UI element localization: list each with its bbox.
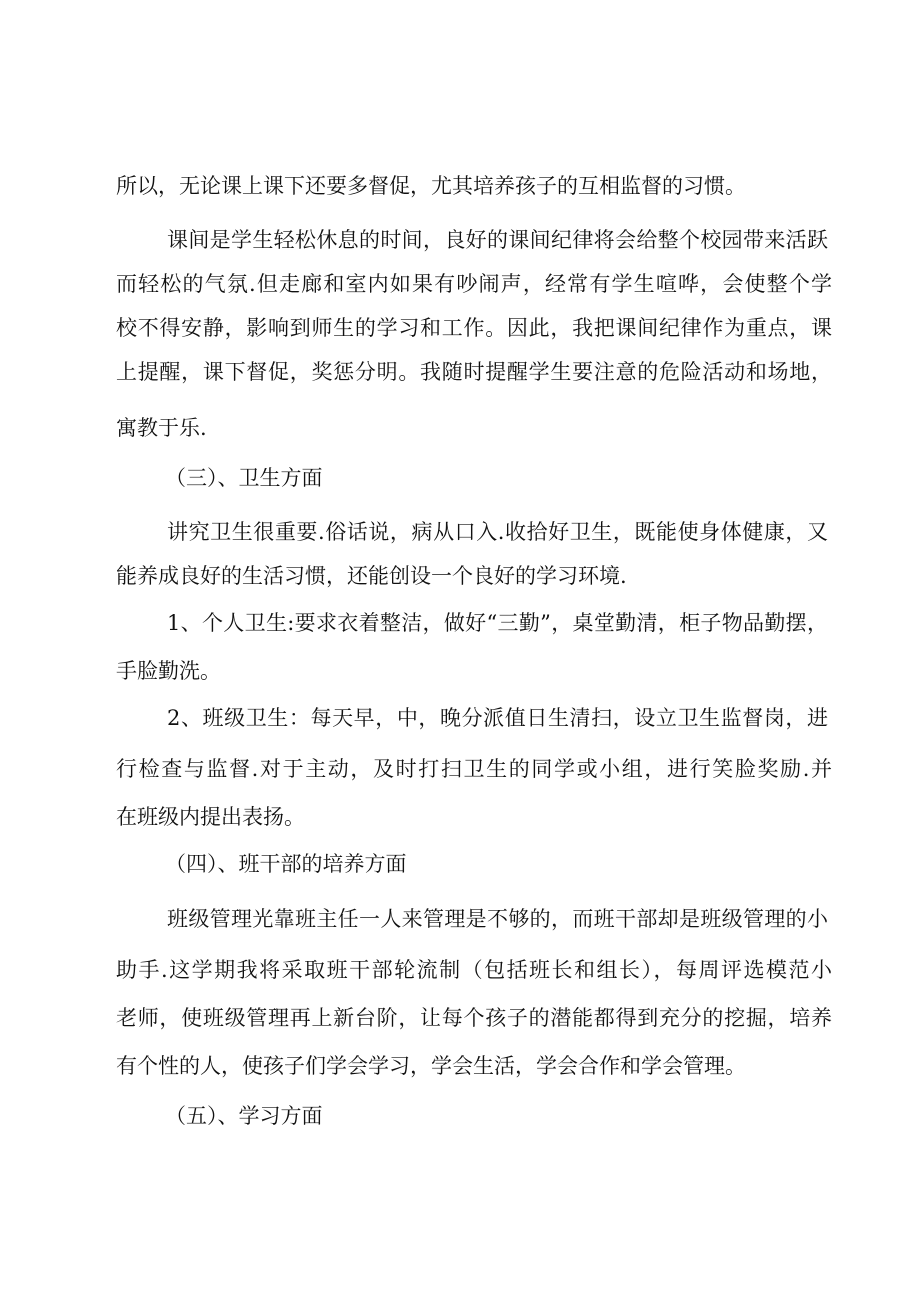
- text-line: 1、个人卫生:要求衣着整洁，做好“三勤”，桌堂勤清，柜子物品勤摆，: [167, 611, 828, 635]
- text-line: 有个性的人，使孩子们学会学习，学会生活，学会合作和学会管理。: [116, 1054, 746, 1078]
- text-line: 而轻松的气氛.但走廊和室内如果有吵闹声，经常有学生喧哗，会使整个学: [116, 272, 832, 296]
- text-line: 上提醒，课下督促，奖惩分明。我随时提醒学生要注意的危险活动和场地，: [116, 360, 832, 384]
- section-heading: （五）、学习方面: [165, 1104, 323, 1128]
- text-line: 2、班级卫生：每天早，中，晚分派值日生清扫，设立卫生监督岗，进: [167, 706, 828, 730]
- section-heading: （四）、班干部的培养方面: [165, 852, 407, 876]
- text-line: 讲究卫生很重要.俗话说，病从口入.收拾好卫生，既能使身体健康，又: [167, 520, 828, 544]
- text-line: 行检查与监督.对于主动，及时打扫卫生的同学或小组，进行笑脸奖励.并: [116, 757, 832, 781]
- text-line: 在班级内提出表扬。: [116, 805, 305, 829]
- text-line: 助手.这学期我将采取班干部轮流制（包括班长和组长），每周评选模范小: [116, 958, 832, 982]
- text-line: 班级管理光靠班主任一人来管理是不够的，而班干部却是班级管理的小: [167, 907, 828, 931]
- text-line: 所以，无论课上课下还要多督促，尤其培养孩子的互相监督的习惯。: [116, 174, 746, 198]
- section-heading: （三）、卫生方面: [165, 466, 323, 490]
- text-line: 寓教于乐.: [116, 416, 207, 440]
- text-line: 课间是学生轻松休息的时间，良好的课间纪律将会给整个校园带来活跃: [167, 228, 828, 252]
- text-line: 校不得安静，影响到师生的学习和工作。因此，我把课间纪律作为重点，课: [116, 316, 832, 340]
- text-line: 手脸勤洗。: [116, 659, 221, 683]
- text-line: 能养成良好的生活习惯，还能创设一个良好的学习环境.: [116, 564, 627, 588]
- text-line: 老师，使班级管理再上新台阶，让每个孩子的潜能都得到充分的挖掘，培养: [116, 1006, 832, 1030]
